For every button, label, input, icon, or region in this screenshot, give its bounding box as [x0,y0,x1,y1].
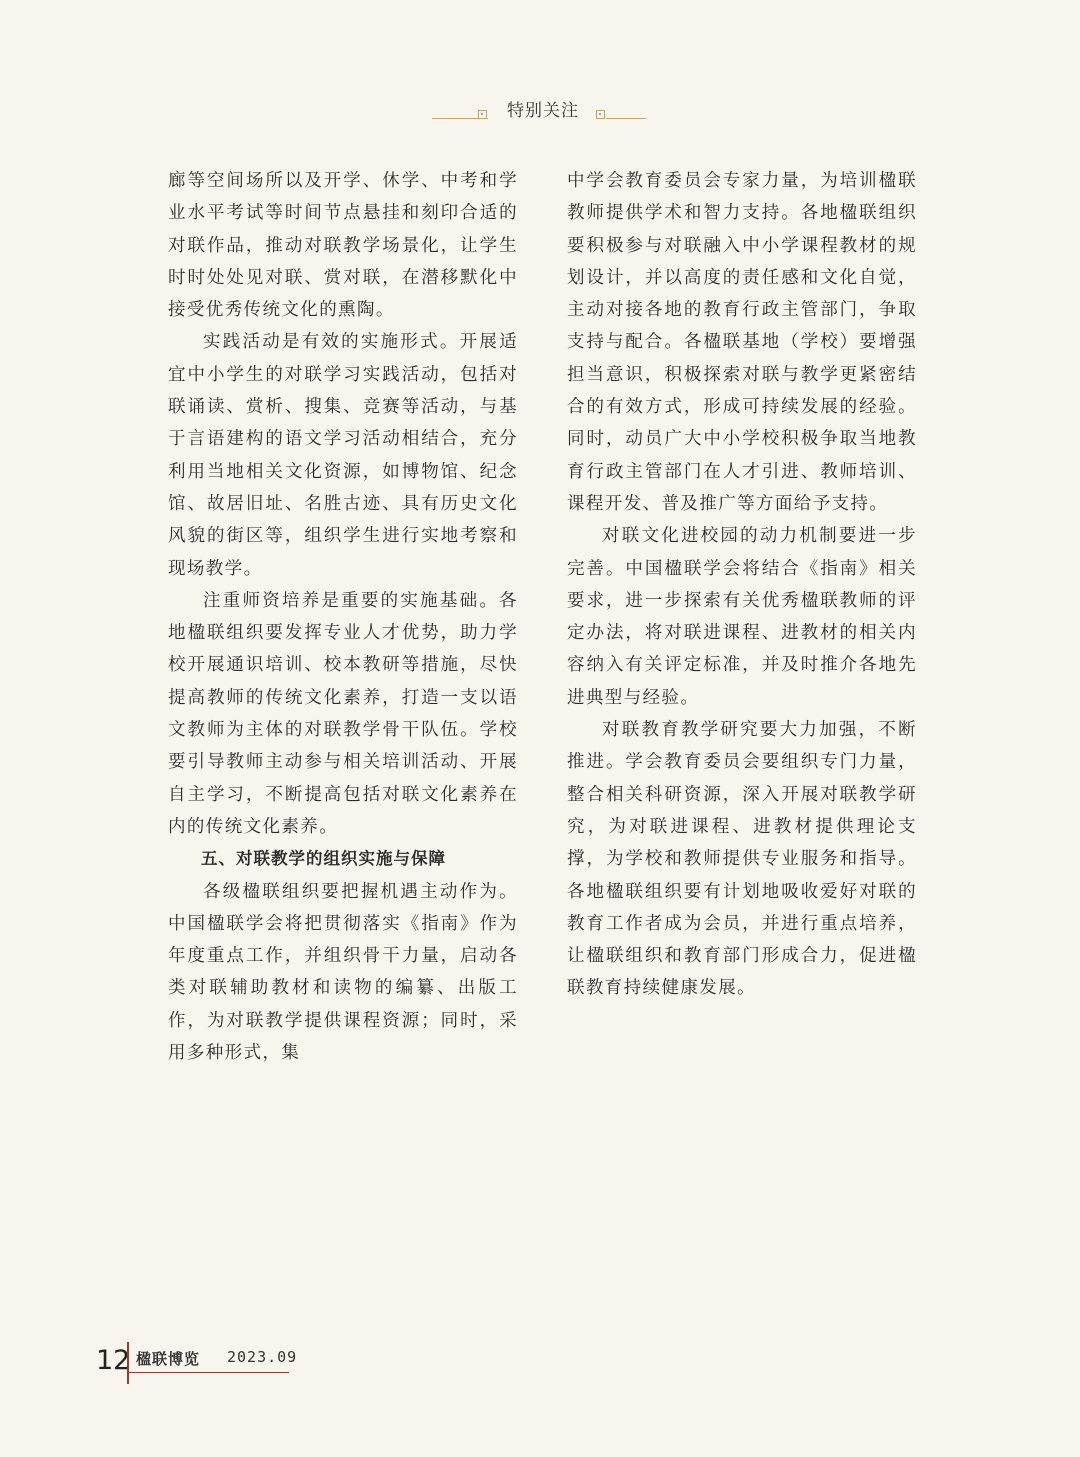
header-ornament-right-icon [596,110,605,119]
left-column [168,165,518,1069]
section-heading: 五、对联教学的组织实施与保障 [201,849,446,869]
section-title: 特别关注 [507,101,579,121]
paragraph: 对联文化进校园的动力机制要进一步完善。中国楹联学会将结合《指南》相关要求，进一步探索有关优秀楹联教师的评定办法，将对联进课程、进教材的相关内容纳入有关评定标准，并及时推介各地先进典型与经验。 [567,526,917,708]
header-rule-right [606,118,646,119]
footer-divider [127,1342,129,1384]
paragraph: 廊等空间场所以及开学、休学、中考和学业水平考试等时间节点悬挂和刻印合适的对联作品，推动对联教学场景化，让学生时时处处见对联、赏对联，在潜移默化中接受优秀传统文化的熏陶。 [168,171,518,321]
magazine-name: 楹联博览 [136,1350,201,1368]
paragraph: 实践活动是有效的实施形式。开展适宜中小学生的对联学习实践活动，包括对联诵读、赏析、搜集、竞赛等活动，与基于言语建构的语文学习活动相结合，充分利用当地相关文化资源，如博物馆、纪念馆、故居旧址、名胜古迹、具有历史文化风貌的街区等，组织学生进行实地考察和现场教学。 [168,332,518,579]
header-ornament-left-icon [478,110,487,119]
footer-underline [129,1372,289,1373]
issue-number: 2023.09 [227,1348,298,1366]
paragraph: 中学会教育委员会专家力量，为培训楹联教师提供学术和智力支持。各地楹联组织要积极参与对联融入中小学课程教材的规划设计，并以高度的责任感和文化自觉，主动对接各地的教育行政主管部门，争取支持与配合。各楹联基地（学校）要增强担当意识，积极探索对联与教学更紧密结合的有效方式，形成可持续发展的经验。同时，动员广大中小学校积极争取当地教育行政主管部门在人才引进、教师培训、课程开发、普及推广等方面给予支持。 [567,171,917,514]
section-header [0,98,1080,128]
paragraph: 各级楹联组织要把握机遇主动作为。中国楹联学会将把贯彻落实《指南》作为年度重点工作，并组织骨干力量，启动各类对联辅助教材和读物的编纂、出版工作，为对联教学提供课程资源；同时，采用多种形式，集 [168,881,518,1064]
paragraph: 注重师资培养是重要的实施基础。各地楹联组织要发挥专业人才优势，助力学校开展通识培训、校本教研等措施，尽快提高教师的传统文化素养，打造一支以语文教师为主体的对联教学骨干队伍。学校要引导教师主动参与相关培训活动、开展自主学习，不断提高包括对联文化素养在内的传统文化素养。 [168,590,518,837]
page-footer [96,1338,306,1388]
right-column [567,165,917,1005]
page-number: 12 [96,1345,131,1376]
paragraph: 对联教育教学研究要大力加强，不断推进。学会教育委员会要组织专门力量，整合相关科研资源，深入开展对联教学研究，为对联进课程、进教材提供理论支撑，为学校和教师提供专业服务和指导。各地楹联组织要有计划地吸收爱好对联的教育工作者成为会员，并进行重点培养，让楹联组织和教育部门形成合力，促进楹联教育持续健康发展。 [567,720,917,999]
